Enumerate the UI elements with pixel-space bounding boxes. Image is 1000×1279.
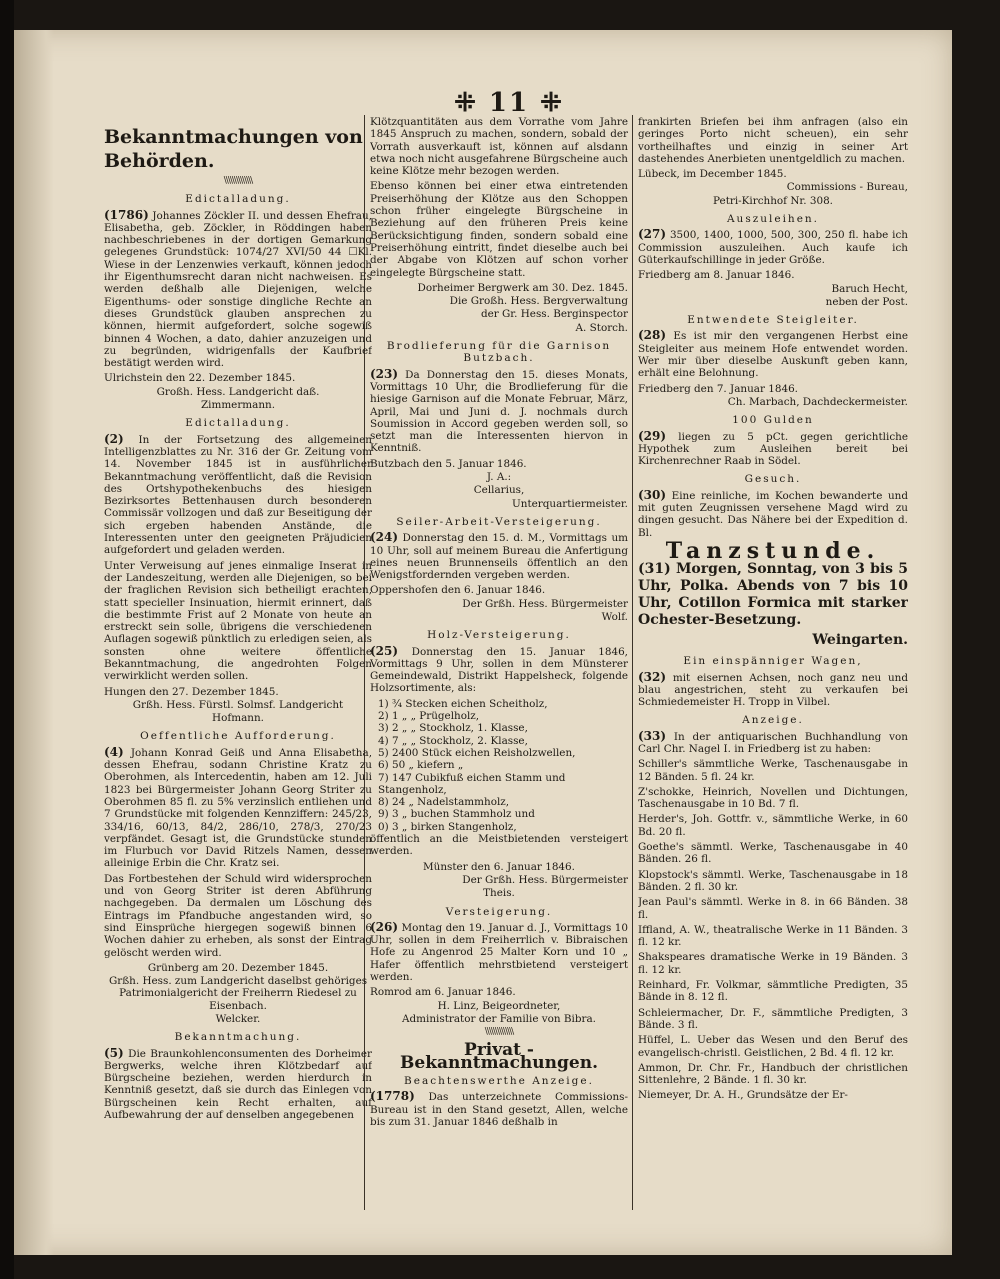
list-item: 0) 3 „ birken Stangenholz, xyxy=(378,820,517,833)
notice-heading: Beachtenswerthe Anzeige. xyxy=(404,1075,594,1088)
notice-heading: Ein einspänniger Wagen, xyxy=(683,655,863,668)
list-item: Goethe's sämmtl. Werke, Taschenausgabe in 40 Bänden. 26 fl. xyxy=(638,841,908,866)
page-number: ⁜ 11 ⁜ xyxy=(454,88,564,118)
list-item: 7) 147 Cubikfuß eichen Stamm und Stangenholz, xyxy=(378,771,566,796)
list-item: 3) 2 „ „ Stockholz, 1. Klasse, xyxy=(378,722,528,735)
notice-body: (33) In der antiquarischen Buchhandlung von Carl Chr. Nagel I. in Friedberg ist zu haben: xyxy=(638,728,908,755)
notice-body: (4) Johann Konrad Geiß und Anna Elisabetha, dessen Ehefrau, sodann Christine Kratz zu Oberohmen, als Intercedentin, haben am 12. Juli 1823 bei Bürgermeister Johann Georg Striter zu Oberohmen 85 fl. zu 5% verzinslich entliehen und 7 Grundstücke mit folgenden Kennziffern: 245/23, 334/16, 60/13, 84/2, 286/10, 278/3, 270/23 verpfändet. Gesagt ist, die Grundstücke stunden im Flurbuch vor David Ritzels Namen, dessen alleinige Erbin die Chr. Kratz sei. xyxy=(104,744,372,870)
notice-signature: A. Storch. xyxy=(575,321,628,334)
list-item: Reinhard, Fr. Volkmar, sämmtliche Predigten, 35 Bände in 8. 12 fl. xyxy=(638,979,908,1004)
notice-body: (23) Da Donnerstag den 15. dieses Monats, Vormittags 10 Uhr, die Brodlieferung für die hiesige Garnison auf die Monate Februar, März, April, Mai und Juni d. J. nochmals durch Soumission in Accord gegeben werden soll, so setzt man die Interessenten hiervon in Kenntniß. xyxy=(370,366,628,455)
notice-signature: J. A.: xyxy=(486,471,512,484)
list-item: 6) 50 „ kiefern „ xyxy=(378,759,464,772)
notice-signature: Theis. xyxy=(483,887,515,900)
list-item: Ammon, Dr. Chr. Fr., Handbuch der christlichen Sittenlehre, 2 Bände. 1 fl. 30 kr. xyxy=(638,1061,908,1087)
notice-signature: Baruch Hecht, xyxy=(831,282,908,295)
list-item: Klopstock's sämmtl. Werke, Taschenausgabe in 18 Bänden. 2 fl. 30 kr. xyxy=(638,868,908,893)
column-2 xyxy=(370,116,628,1246)
list-item: 4) 7 „ „ Stockholz, 2. Klasse, xyxy=(378,734,528,747)
notice-body: (30) Eine reinliche, im Kochen bewanderte und mit guten Zeugnissen versehene Magd wird zu dingen gesucht. Das Nähere bei der Expedition d. Bl. xyxy=(638,487,908,539)
notice-signature: Hofmann. xyxy=(212,712,264,725)
column-rule xyxy=(632,115,633,1210)
list-item: Shakspeares dramatische Werke in 19 Bänden. 3 fl. 12 kr. xyxy=(638,951,908,976)
notice-signature: Ch. Marbach, Dachdeckermeister. xyxy=(727,395,908,408)
notice-body: (28) Es ist mir den vergangenen Herbst eine Steigleiter aus meinem Hofe entwendet worden. Wer mir über dieselbe Auskunft geben kann, erhält eine Belohnung. xyxy=(638,328,908,380)
notice-heading: Edictalladung. xyxy=(185,417,291,430)
notice-signature: Friedberg am 8. Januar 1846. xyxy=(638,269,795,282)
notice-signature: neben der Post. xyxy=(825,295,908,308)
dance-heading: Tanzstunde. xyxy=(665,537,881,564)
notice-signature: Zimmermann. xyxy=(200,399,276,412)
notice-body: (32) mit eisernen Achsen, noch ganz neu und blau angestrichen, steht zu verkaufen bei Schmiedemeister H. Tropp in Vilbel. xyxy=(638,669,908,709)
notice-signature: Weingarten. xyxy=(812,632,908,649)
column-3 xyxy=(638,116,908,1246)
page-fold-shadow xyxy=(14,30,54,1255)
notice-heading: Bekanntmachung. xyxy=(174,1031,302,1044)
list-item: Jean Paul's sämmtl. Werke in 8. in 66 Bänden. 38 fl. xyxy=(638,896,908,921)
notice-body: (31) Morgen, Sonntag, von 3 bis 5 Uhr, Polka. Abends von 7 bis 10 Uhr, Cotillon Formica mit starker Ochester-Besetzung. xyxy=(638,561,908,629)
notice-signature: Butzbach den 5. Januar 1846. xyxy=(370,457,527,470)
book-list xyxy=(638,758,908,1101)
notice-signature: Grßh. Hess. Fürstl. Solmsf. Landgericht xyxy=(132,698,344,711)
column-1 xyxy=(104,125,372,1255)
list-item: Iffland, A. W., theatralische Werke in 11 Bänden. 3 fl. 12 kr. xyxy=(638,923,908,949)
notice-signature: Petri-Kirchhof Nr. 308. xyxy=(713,194,833,207)
list-item: 2) 1 „ „ Prügelholz, xyxy=(378,710,480,723)
notice-heading: Oeffentliche Aufforderung. xyxy=(140,730,336,743)
notice-signature: Ulrichstein den 22. Dezember 1845. xyxy=(104,372,296,385)
notice-heading: Edictalladung. xyxy=(185,193,291,206)
divider: \\\\\\\\\\\\\\ xyxy=(223,176,253,186)
notice-signature: Wolf. xyxy=(601,610,628,623)
list-item: Schiller's sämmtliche Werke, Taschenausgabe in 12 Bänden. 5 fl. 24 kr. xyxy=(638,758,908,783)
notice-body: (26) Montag den 19. Januar d. J., Vormittags 10 Uhr, sollen in dem Freiherrlich v. Bibraischen Hofe zu Angenrod 25 Malter Korn und 10 „ Hafer öffentlich mehrstbietend versteigert werden. xyxy=(370,919,628,983)
notice-heading: Anzeige. xyxy=(742,714,804,727)
notice-signature: Lübeck, im December 1845. xyxy=(638,168,787,181)
notice-signature: Grünberg am 20. Dezember 1845. xyxy=(147,961,329,974)
notice-signature: Cellarius, xyxy=(473,484,525,497)
notice-signature: Dorheimer Bergwerk am 30. Dez. 1845. xyxy=(417,281,628,294)
list-item: Hüffel, L. Ueber das Wesen und den Beruf des evangelisch-christl. Geistlichen, 2 Bd. 4 fl. 12 kr. xyxy=(638,1034,908,1059)
notice-signature: Friedberg den 7. Januar 1846. xyxy=(638,382,798,395)
private-section-heading: Privat - Bekanntmachungen. xyxy=(400,1040,598,1073)
list-item: 1) ¾ Stecken eichen Scheitholz, xyxy=(378,697,548,710)
list-item: Niemeyer, Dr. A. H., Grundsätze der Er- xyxy=(638,1089,848,1102)
notice-body: (24) Donnerstag den 15. d. M., Vormittags um 10 Uhr, soll auf meinem Bureau die Anfertigung eines neuen Brunnenseils öffentlich an den Wenigstfordernden vergeben werden. xyxy=(370,530,628,582)
notice-signature: Münster den 6. Januar 1846. xyxy=(423,860,575,873)
notice-body: (1778) Das unterzeichnete Commissions-Bureau ist in den Stand gesetzt, Allen, welche bis zum 31. Januar 1846 deßhalb in xyxy=(370,1089,628,1128)
notice-body: (5) Die Braunkohlenconsumenten des Dorheimer Bergwerks, welche ihren Klötzbedarf auf Bürgscheine beziehen, werden hierdurch in Kenntniß gesetzt, daß sie durch das Einlegen von Bürgscheinen kein Recht erhalten, auf Aufbewahrung der auf denselben angegebenen xyxy=(104,1045,372,1122)
notice-heading: Brodlieferung für die Garnison Butzbach. xyxy=(386,340,612,365)
section-main-heading: Bekanntmachungen von Behörden. xyxy=(104,126,363,172)
notice-signature: Unterquartiermeister. xyxy=(512,497,628,510)
binding-edge xyxy=(0,0,14,1279)
notice-signature: H. Linz, Beigeordneter, xyxy=(437,999,561,1012)
notice-heading: Auszuleihen. xyxy=(726,213,820,226)
notice-heading: Holz-Versteigerung. xyxy=(427,629,571,642)
notice-body: (27) 3500, 1400, 1000, 500, 300, 250 fl. habe ich Commission auszuleihen. Auch kaufe ich Güterkaufschillinge in jeder Größe. xyxy=(638,227,908,266)
notice-signature: Romrod am 6. Januar 1846. xyxy=(370,986,516,999)
notice-body: (2) In der Fortsetzung des allgemeinen Intelligenzblattes zu Nr. 316 der Gr. Zeitung vom 14. November 1845 ist in ausführlicher Bekanntmachung veröffentlicht, daß die Revision des Ortshypothekenbuchs des hiesigen Bezirksortes Bettenhausen durch besonderen Commissär vollzogen und daß zur Beseitigung der sich ergeben habenden Anstände, die Interessenten unter den geeigneten Präjudicien aufgefordert und geladen werden. xyxy=(104,431,372,557)
notice-body: (29) liegen zu 5 pCt. gegen gerichtliche Hypothek zum Ausleihen bereit bei Kirchenrechner Raab in Södel. xyxy=(638,428,908,468)
list-item: Z'schokke, Heinrich, Novellen und Dichtungen, Taschenausgabe in 10 Bd. 7 fl. xyxy=(638,785,908,811)
notice-heading: Versteigerung. xyxy=(445,905,553,918)
notice-signature: Oppershofen den 6. Januar 1846. xyxy=(370,584,546,597)
list-item: 9) 3 „ buchen Stammholz und xyxy=(378,808,535,821)
notice-signature: Hungen den 27. Dezember 1845. xyxy=(104,685,279,698)
ornament-right-icon: ⁜ xyxy=(529,88,564,118)
notice-signature: Der Grßh. Hess. Bürgermeister xyxy=(462,873,628,886)
ornament-left-icon: ⁜ xyxy=(454,88,489,118)
notice-signature: Großh. Hess. Landgericht daß. xyxy=(156,385,320,398)
newspaper-page xyxy=(14,30,952,1255)
notice-body: Ebenso können bei einer etwa eintretenden Preiserhöhung der Klötze aus den Schoppen schon früher eingelegte Bürgscheine in Beziehung auf den früheren Preis keine Berücksichtigung finden, sondern sobald eine Preiserhöhung eintritt, findet dieselbe auch bei der Abgabe von Klötzen auf schon vorher eingelegte Bürgscheine statt. xyxy=(370,180,628,279)
notice-heading: Gesuch. xyxy=(744,473,802,486)
list-item: 5) 2400 Stück eichen Reisholzwellen, xyxy=(378,746,576,759)
list-item: Herder's, Joh. Gottfr. v., sämmtliche Werke, in 60 Bd. 20 fl. xyxy=(638,813,908,838)
notice-signature: Commissions - Bureau, xyxy=(786,181,908,194)
notice-signature: Administrator der Familie von Bibra. xyxy=(402,1012,596,1025)
wood-list xyxy=(378,698,628,833)
notice-signature: Grßh. Hess. zum Landgericht daselbst gehöriges Patrimonialgericht der Freiherrn Riedesel zu Eisenbach. xyxy=(108,975,368,1012)
notice-body: Das Fortbestehen der Schuld wird widersprochen und von Georg Striter ist deren Abführung nachgegeben. Da dermalen um Löschung des Eintrags im Pfandbuche angestanden wird, so sind Einsprüche hiergegen sogewiß binnen 6 Wochen dahier zu erheben, als sonst der Eintrag gelöscht werden wird. xyxy=(104,872,372,959)
list-item: Schleiermacher, Dr. F., sämmtliche Predigten, 3 Bände. 3 fl. xyxy=(638,1006,908,1031)
notice-heading: 100 Gulden xyxy=(732,414,814,427)
notice-body: Klötzquantitäten aus dem Vorrathe vom Jahre 1845 Anspruch zu machen, sondern, sobald der Vorrath ausverkauft ist, können auf alsdann etwa noch nicht ausgefahrene Bürgscheine auch keine Klötze mehr bezogen werden. xyxy=(370,116,628,178)
notice-heading: Entwendete Steigleiter. xyxy=(687,314,859,327)
notice-body: (1786) Johannes Zöckler II. und dessen Ehefrau, Elisabetha, geb. Zöckler, in Röddingen haben nachbeschriebenes in der dortigen Gemarkung gelegenes Grundstück: 1074/27 XVI/50 44 ☐Kl. Wiese in der Lenzenwies verkauft, können jedoch ihr Eigenthumsrecht daran nicht nachweisen. Es werden deßhalb alle Diejenigen, welche Eigenthums- oder sonstige dingliche Rechte an dieses Grundstück glauben ansprechen zu können, hiermit aufgefordert, solche sogewiß binnen 4 Wochen, a dato, dahier anzuzeigen und zu begründen, widrigenfalls der Kaufbrief bestätigt werden wird. xyxy=(104,207,372,370)
notice-signature: Die Großh. Hess. Bergverwaltung xyxy=(449,295,628,308)
notice-body: öffentlich an die Meistbietenden versteigert werden. xyxy=(370,833,628,858)
notice-body: Unter Verweisung auf jenes einmalige Inserat in der Landeszeitung, werden alle Diejenigen, so bei der fraglichen Revision sich betheiligt erachten, statt specieller Insinuation, hiermit erinnert, daß die bestimmte Frist auf 2 Monate von heute an erstreckt sein solle, übrigens die verschiedenen Auflagen sogewiß pünktlich zu erledigen seien, als sonsten ohne weitere öffentliche Bekanntmachung, die angedrohten Folgen verwirklicht werden sollen. xyxy=(104,559,372,683)
notice-signature: Welcker. xyxy=(215,1013,261,1025)
divider: \\\\\\\\\\\\\\ xyxy=(484,1027,514,1038)
notice-signature: der Gr. Hess. Berginspector xyxy=(480,308,628,321)
notice-signature: Der Grßh. Hess. Bürgermeister xyxy=(462,597,628,610)
notice-body: frankirten Briefen bei ihm anfragen (also ein geringes Porto nicht scheuen), ein sehr vortheilhaftes und einzig in seiner Art dastehendes Anerbieten unentgeldlich zu machen. xyxy=(638,116,908,165)
notice-body: (25) Donnerstag den 15. Januar 1846, Vormittags 9 Uhr, sollen in dem Münsterer Gemeindewald, Distrikt Happelsheck, folgende Holzsortimente, als: xyxy=(370,643,628,695)
notice-heading: Seiler-Arbeit-Versteigerung. xyxy=(396,515,602,528)
list-item: 8) 24 „ Nadelstammholz, xyxy=(378,796,510,809)
